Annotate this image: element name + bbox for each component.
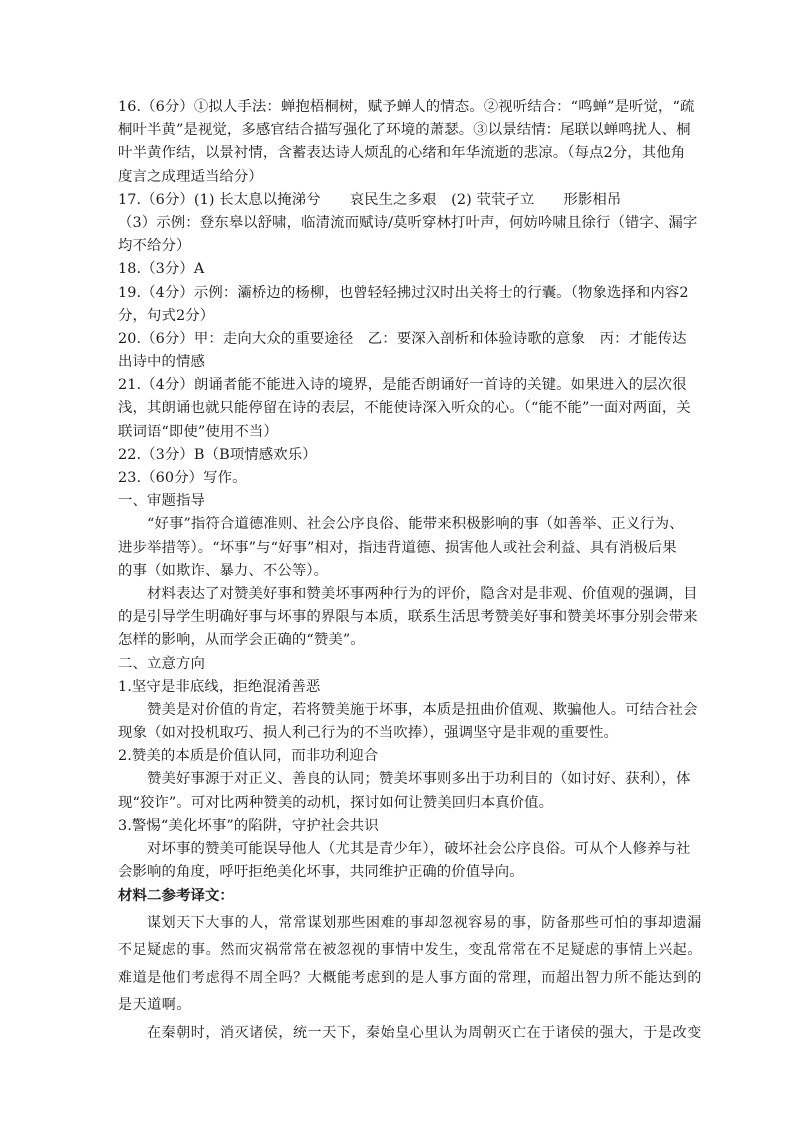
q21-line-3: 联词语“即使”使用不当）	[118, 423, 278, 440]
point3-title: 3.警惕“美化坏事”的陷阱，守护社会共识	[118, 817, 379, 834]
point3-body-line-2: 会影响的角度，呼吁拒绝美化坏事，共同维护正确的价值导向。	[118, 864, 524, 881]
q16-line-4: 度言之成理适当给分）	[118, 168, 263, 185]
q17-line-2: （3）示例：登东皋以舒啸，临清流而赋诗/莫听穿林打叶声，何妨吟啸且徐行（错字、漏字	[118, 214, 698, 231]
section1-para2-line-3: 怎样的影响，从而学会正确的“赞美”。	[118, 632, 365, 649]
translation-heading: 材料二参考译文：	[118, 887, 234, 905]
q17-line-1: 17.（6分）(1) 长太息以掩涕兮 哀民生之多艰 (2) 茕茕孑立 形影相吊	[118, 191, 622, 208]
q17-line-3: 均不给分）	[118, 238, 191, 255]
q21-line-2: 浅，其朗诵也就只能停留在诗的表层，不能使诗深入听众的心。（“能不能”一面对两面，关	[118, 400, 691, 417]
q21-line-1: 21.（4分）朗诵者能不能进入诗的境界，是能否朗诵好一首诗的关键。如果进入的层次很	[118, 377, 687, 394]
section1-para1-line-3: 的事（如欺诈、暴力、不公等）。	[118, 562, 329, 579]
translation-para1-line-3: 难道是他们考虑得不周全吗？大概能考虑到的是人事方面的常理，而超出智力所不能达到的	[118, 969, 702, 986]
point2-body-line-2: 现“狡诈”。可对比两种赞美的动机，探讨如何让赞美回归本真价值。	[118, 794, 554, 811]
translation-para1-line-2: 不足疑虑的事。然而灾祸常常在被忽视的事情中发生，变乱常常在不足疑虑的事情上兴起。	[118, 942, 702, 959]
q16-line-1: 16.（6分）①拟人手法：蝉抱梧桐树，赋予蝉人的情态。②视听结合：“鸣蝉”是听觉，“疏	[118, 99, 695, 115]
q23-line: 23.（60分）写作。	[118, 470, 247, 486]
q19-line-2: 分，句式2分）	[118, 307, 215, 324]
q16-line-2: 桐叶半黄”是视觉，多感官结合描写强化了环境的萧瑟。③以景结情：尾联以蝉鸣扰人、桐	[118, 122, 691, 139]
point1-body-line-2: 现象（如对投机取巧、损人利己行为的不当吹捧），强调坚守是非观的重要性。	[118, 725, 618, 742]
q20-line-2: 出诗中的情感	[118, 354, 205, 371]
section1-heading: 一、审题指导	[118, 493, 205, 510]
point1-title: 1.坚守是非底线，拒绝混淆善恶	[118, 678, 321, 695]
translation-para1-line-1: 谋划天下大事的人，常常谋划那些困难的事却忽视容易的事，防备那些可怕的事却遗漏	[147, 914, 702, 931]
point2-body-line-1: 赞美好事源于对正义、善良的认同；赞美坏事则多出于功利目的（如讨好、获利），体	[147, 771, 691, 788]
section1-para1-line-1: “好事”指符合道德准则、社会公序良俗、能带来积极影响的事（如善举、正义行为、	[147, 516, 684, 533]
section1-para1-line-2: 进步举措等）。“坏事”与“好事”相对，指违背道德、损害他人或社会利益、具有消极后果	[118, 539, 677, 556]
q19-line-1: 19.（4分）示例：灞桥边的杨柳，也曾轻轻拂过汉时出关将士的行囊。（物象选择和内容2	[118, 284, 689, 301]
point3-body-line-1: 对坏事的赞美可能误导他人（尤其是青少年），破坏社会公序良俗。可从个人修养与社	[147, 841, 691, 857]
section1-para2-line-2: 的是引导学生明确好事与坏事的界限与本质，联系生活思考赞美好事和赞美坏事分别会带来	[118, 609, 698, 626]
point1-body-line-1: 赞美是对价值的肯定，若将赞美施于坏事，本质是扭曲价值观、欺骗他人。可结合社会	[147, 701, 698, 718]
section1-para2-line-1: 材料表达了对赞美好事和赞美坏事两种行为的评价，隐含对是非观、价值观的强调，目	[147, 585, 698, 602]
q18-line: 18.（3分）A	[118, 261, 205, 278]
q20-line-1: 20.（6分）甲：走向大众的重要途径 乙：要深入剖析和体验诗歌的意象 丙：才能传达	[118, 330, 687, 347]
translation-para2-line-1: 在秦朝时，消灭诸侯，统一天下，秦始皇心里认为周朝灭亡在于诸侯的强大，于是改变	[147, 1024, 702, 1041]
point2-title: 2.赞美的本质是价值认同，而非功利迎合	[118, 748, 379, 765]
answer-page	[118, 96, 702, 1047]
q22-line: 22.（3分）B（B项情感欢乐）	[118, 446, 317, 463]
q16-line-3: 叶半黄作结，以景衬情，含蓄表达诗人烦乱的心绪和年华流逝的悲凉。（每点2分，其他角	[118, 145, 686, 162]
section2-heading: 二、立意方向	[118, 655, 205, 672]
translation-para1-line-4: 是天道啊。	[118, 997, 191, 1014]
